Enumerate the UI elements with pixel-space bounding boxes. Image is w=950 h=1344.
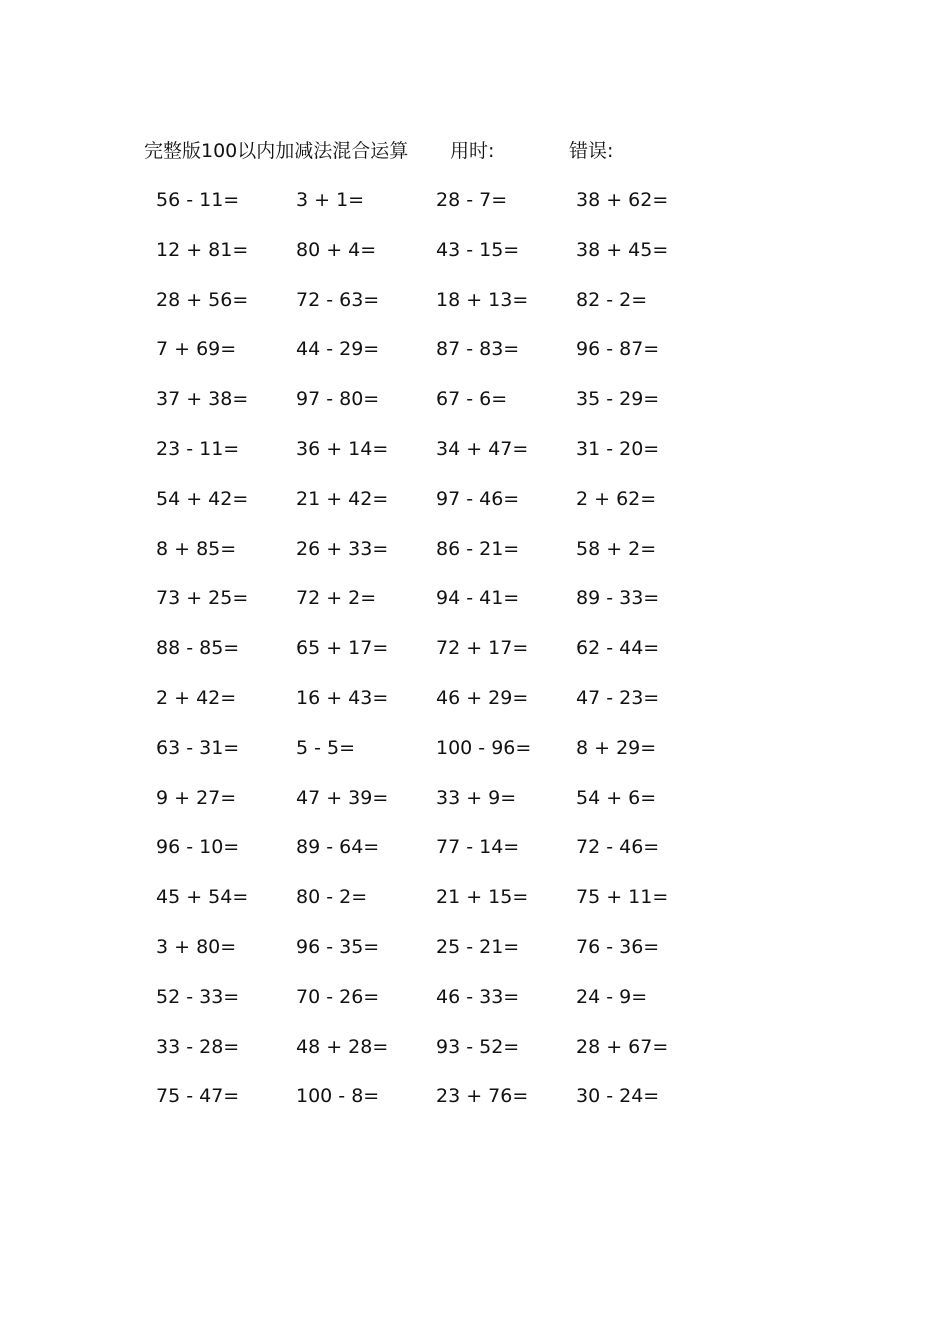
problem-row [140, 882, 680, 932]
problem-row [140, 583, 680, 633]
math-problem: 89 - 64= [296, 836, 380, 859]
problem-row [140, 733, 680, 783]
math-problem: 43 - 15= [436, 238, 520, 261]
math-problem: 56 - 11= [156, 189, 240, 211]
math-problem: 82 - 2= [576, 288, 648, 311]
problem-row [140, 334, 680, 384]
math-problem: 54 + 42= [156, 487, 249, 510]
math-problem: 80 - 2= [296, 886, 368, 909]
math-problem: 44 - 29= [296, 338, 380, 361]
math-problem: 77 - 14= [436, 836, 520, 859]
math-problem: 3 + 80= [156, 935, 237, 958]
math-problem: 21 + 15= [436, 886, 529, 909]
math-problem: 2 + 42= [156, 686, 237, 709]
math-problem: 88 - 85= [156, 637, 240, 660]
math-problem: 52 - 33= [156, 985, 240, 1008]
math-problem: 30 - 24= [576, 1085, 660, 1108]
math-problem: 72 + 2= [296, 587, 377, 610]
math-problem: 73 + 25= [156, 587, 249, 610]
math-problem: 76 - 36= [576, 935, 660, 958]
problem-row [140, 434, 680, 484]
math-problem: 47 - 23= [576, 686, 660, 709]
math-problem: 23 + 76= [436, 1085, 529, 1108]
math-problem: 5 - 5= [296, 736, 356, 759]
problem-row [140, 783, 680, 833]
math-problem: 46 - 33= [436, 985, 520, 1008]
math-problem: 97 - 46= [436, 487, 520, 510]
math-problem: 87 - 83= [436, 338, 520, 361]
math-problem: 97 - 80= [296, 388, 380, 411]
problem-row [140, 932, 680, 982]
math-problem: 96 - 87= [576, 338, 660, 361]
math-problem: 75 + 11= [576, 886, 669, 909]
math-problem: 12 + 81= [156, 238, 249, 261]
problem-row [140, 832, 680, 882]
worksheet-title: 完整版100以内加减法混合运算 [144, 140, 409, 162]
math-problem: 100 - 96= [436, 736, 532, 759]
math-problem: 70 - 26= [296, 985, 380, 1008]
problem-row [140, 633, 680, 683]
math-problem: 67 - 6= [436, 388, 508, 411]
math-problem: 93 - 52= [436, 1035, 520, 1058]
math-problem: 21 + 42= [296, 487, 389, 510]
math-problem: 16 + 43= [296, 686, 389, 709]
math-problem: 33 + 9= [436, 786, 517, 809]
math-problem: 33 - 28= [156, 1035, 240, 1058]
math-problem: 72 - 63= [296, 288, 380, 311]
math-problem: 7 + 69= [156, 338, 237, 361]
math-problem: 24 - 9= [576, 985, 648, 1008]
problem-row [140, 1081, 680, 1131]
worksheet-header [144, 137, 664, 165]
math-problem: 72 + 17= [436, 637, 529, 660]
problem-row [140, 534, 680, 584]
math-problem: 31 - 20= [576, 437, 660, 460]
math-problem: 23 - 11= [156, 437, 240, 460]
math-problem: 48 + 28= [296, 1035, 389, 1058]
math-problem: 8 + 29= [576, 736, 657, 759]
math-problem: 63 - 31= [156, 736, 240, 759]
problem-row [140, 1032, 680, 1082]
math-problem: 75 - 47= [156, 1085, 240, 1108]
math-problem: 100 - 8= [296, 1085, 380, 1108]
math-problem: 54 + 6= [576, 786, 657, 809]
math-problem: 34 + 47= [436, 437, 529, 460]
math-problem: 37 + 38= [156, 388, 249, 411]
math-problem: 47 + 39= [296, 786, 389, 809]
math-problem: 9 + 27= [156, 786, 237, 809]
math-problem: 18 + 13= [436, 288, 529, 311]
math-problem: 35 - 29= [576, 388, 660, 411]
problem-row [140, 235, 680, 285]
problem-row [140, 683, 680, 733]
math-problem: 65 + 17= [296, 637, 389, 660]
math-problem: 36 + 14= [296, 437, 389, 460]
math-problem: 80 + 4= [296, 238, 377, 261]
math-problem: 38 + 62= [576, 189, 669, 211]
math-problem: 3 + 1= [296, 189, 365, 211]
math-problem: 2 + 62= [576, 487, 657, 510]
math-problem: 58 + 2= [576, 537, 657, 560]
math-problem: 86 - 21= [436, 537, 520, 560]
problem-row [140, 982, 680, 1032]
math-problem: 26 + 33= [296, 537, 389, 560]
math-problem: 72 - 46= [576, 836, 660, 859]
problem-row [140, 285, 680, 335]
errors-label: 错误: [569, 140, 614, 162]
math-problem: 89 - 33= [576, 587, 660, 610]
math-problem: 96 - 10= [156, 836, 240, 859]
math-problem: 28 + 67= [576, 1035, 669, 1058]
time-label: 用时: [450, 140, 495, 162]
math-problem: 94 - 41= [436, 587, 520, 610]
problem-grid [140, 185, 680, 1131]
math-problem: 96 - 35= [296, 935, 380, 958]
math-problem: 46 + 29= [436, 686, 529, 709]
math-problem: 28 - 7= [436, 189, 508, 211]
math-problem: 45 + 54= [156, 886, 249, 909]
math-problem: 8 + 85= [156, 537, 237, 560]
math-problem: 25 - 21= [436, 935, 520, 958]
math-problem: 38 + 45= [576, 238, 669, 261]
math-problem: 28 + 56= [156, 288, 249, 311]
problem-row [140, 185, 680, 235]
math-problem: 62 - 44= [576, 637, 660, 660]
problem-row [140, 484, 680, 534]
problem-row [140, 384, 680, 434]
